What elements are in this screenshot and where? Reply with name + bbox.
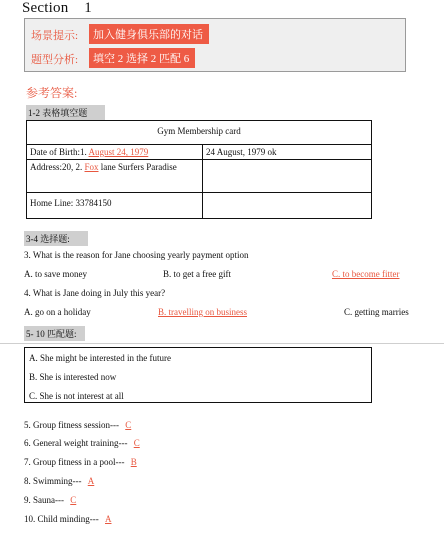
answers-title: 参考答案: [26, 86, 78, 100]
q3-option-a: A. to save money [24, 269, 87, 279]
section-word: Section [22, 0, 69, 16]
question-4: 4. What is Jane doing in July this year? [24, 288, 166, 298]
match-option-c: C. She is not interest at all [29, 391, 124, 401]
match-item-9 [24, 495, 76, 505]
membership-card-table [26, 120, 372, 219]
match-item-answer: A [105, 514, 112, 524]
address-answer: Fox [84, 162, 99, 172]
match-item-6 [24, 438, 140, 448]
dob-label: Date of Birth:1. [30, 147, 87, 157]
match-item-text: 8. Swimming--- [24, 476, 82, 486]
dob-answer: August 24, 1979 [88, 147, 149, 157]
match-item-answer: C [133, 438, 140, 448]
match-option-a: A. She might be interested in the future [29, 353, 171, 363]
q4-option-c: C. getting marries [344, 307, 409, 317]
address-label: Address:20, 2. [30, 162, 83, 172]
scene-label: 场景提示: [31, 30, 79, 42]
match-item-7 [24, 457, 137, 467]
match-item-answer: C [125, 420, 132, 430]
table-row [27, 121, 372, 145]
match-item-text: 6. General weight training--- [24, 438, 128, 448]
match-item-answer: A [87, 476, 95, 486]
match-item-8 [24, 476, 94, 486]
q3-option-b: B. to get a free gift [163, 269, 231, 279]
q4-option-b-answer: B. travelling on business [158, 307, 247, 317]
table-row [27, 145, 372, 160]
table-cell [27, 193, 203, 219]
table-title-cell [27, 121, 372, 145]
match-item-5 [24, 420, 131, 430]
dob-note: 24 August, 1979 ok [206, 147, 277, 157]
section-title [22, 0, 92, 17]
divider [0, 343, 444, 344]
table-title: Gym Membership card [157, 126, 241, 136]
match-item-10 [24, 514, 112, 524]
match-item-answer: C [70, 495, 77, 505]
table-cell [27, 160, 203, 193]
table-row [27, 193, 372, 219]
match-item-answer: B [130, 457, 137, 467]
question-3: 3. What is the reason for Jane choosing yearly payment option [24, 250, 249, 260]
type-label: 题型分析: [31, 54, 79, 66]
table-row [27, 160, 372, 193]
match-item-text: 5. Group fitness session--- [24, 420, 119, 430]
q4-option-a: A. go on a holiday [24, 307, 91, 317]
scene-info-box [24, 18, 406, 72]
table-cell [203, 145, 372, 160]
matching-options-box [24, 347, 372, 403]
section-number: 1 [84, 0, 92, 16]
table-cell [27, 145, 203, 160]
home-line: Home Line: 33784150 [30, 198, 112, 208]
match-item-text: 7. Group fitness in a pool--- [24, 457, 125, 467]
scene-value: 加入健身俱乐部的对话 [89, 24, 209, 44]
type-value: 填空 2 选择 2 匹配 6 [89, 48, 195, 68]
q3-option-c-answer: C. to become fitter [332, 269, 400, 279]
table-cell [203, 193, 372, 219]
table-cell [203, 160, 372, 193]
address-suffix: lane Surfers Paradise [100, 162, 177, 172]
part2-header: 3-4 选择题: [24, 231, 88, 246]
match-option-b: B. She is interested now [29, 372, 117, 382]
part1-header: 1-2 表格填空题 [26, 105, 105, 120]
match-item-text: 10. Child minding--- [24, 514, 99, 524]
part3-header: 5- 10 匹配题: [24, 326, 85, 341]
match-item-text: 9. Sauna--- [24, 495, 64, 505]
